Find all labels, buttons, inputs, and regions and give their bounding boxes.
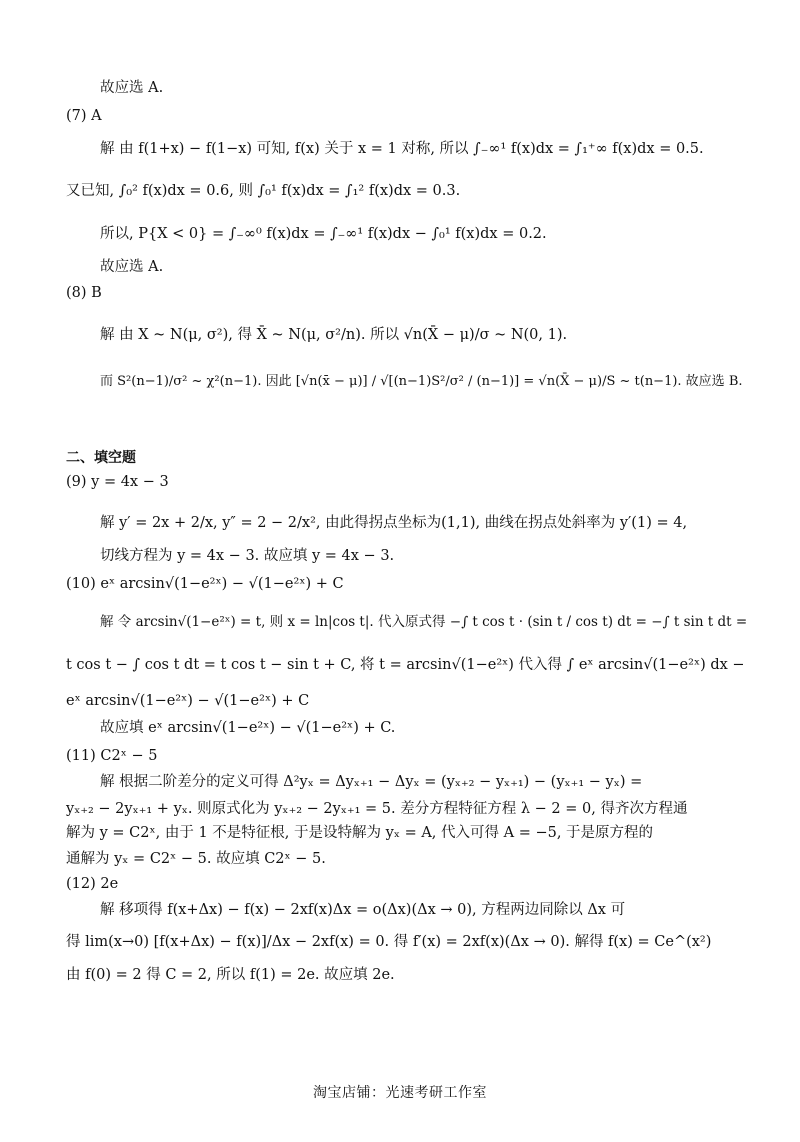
text-line: 解 由 X ~ N(μ, σ²), 得 X̄ ~ N(μ, σ²/n). 所以 √n(X̄ − μ)/σ ~ N(0, 1). [100, 327, 568, 343]
text-line: 得 lim(x→0) [f(x+Δx) − f(x)]/Δx − 2xf(x) = 0. 得 f′(x) = 2xf(x)(Δx → 0). 解得 f(x) = Ce^(x²) [66, 934, 712, 950]
answer-heading-7: (7) A [66, 108, 102, 124]
text-line: eˣ arcsin√(1−e²ˣ) − √(1−e²ˣ) + C [66, 693, 310, 709]
text-line: 解 移项得 f(x+Δx) − f(x) − 2xf(x)Δx = o(Δx)(Δx → 0), 方程两边同除以 Δx 可 [100, 902, 626, 918]
section-heading-fill-blank: 二、填空题 [66, 450, 136, 466]
text-line: 而 S²(n−1)/σ² ~ χ²(n−1). 因此 [√n(x̄ − μ)] / √[(n−1)S²/σ² / (n−1)] = √n(X̄ − μ)/S ~ t(n−1). 故应选 B. [100, 374, 743, 389]
answer-heading-10: (10) eˣ arcsin√(1−e²ˣ) − √(1−e²ˣ) + C [66, 576, 344, 592]
footer-shop-name: 淘宝店铺：光速考研工作室 [313, 1085, 487, 1101]
text-line: 通解为 yₓ = C2ˣ − 5. 故应填 C2ˣ − 5. [66, 851, 326, 867]
text-line: 故应选 A. [100, 80, 164, 96]
text-line: 所以, P{X < 0} = ∫₋∞⁰ f(x)dx = ∫₋∞¹ f(x)dx − ∫₀¹ f(x)dx = 0.2. [100, 226, 547, 242]
answer-heading-9: (9) y = 4x − 3 [66, 474, 169, 490]
text-line: 解 令 arcsin√(1−e²ˣ) = t, 则 x = ln|cos t|. 代入原式得 −∫ t cos t · (sin t / cos t) dt = −∫ t sin t dt = [100, 614, 748, 630]
text-line: t cos t − ∫ cos t dt = t cos t − sin t + C, 将 t = arcsin√(1−e²ˣ) 代入得 ∫ eˣ arcsin√(1−e²ˣ) dx − [66, 657, 745, 673]
answer-heading-11: (11) C2ˣ − 5 [66, 748, 158, 764]
answer-heading-8: (8) B [66, 285, 102, 301]
text-line: 解 由 f(1+x) − f(1−x) 可知, f(x) 关于 x = 1 对称, 所以 ∫₋∞¹ f(x)dx = ∫₁⁺∞ f(x)dx = 0.5. [100, 141, 704, 157]
text-line: 故应选 A. [100, 259, 164, 275]
answer-heading-12: (12) 2e [66, 876, 119, 892]
text-line: 切线方程为 y = 4x − 3. 故应填 y = 4x − 3. [100, 548, 395, 564]
text-line: 又已知, ∫₀² f(x)dx = 0.6, 则 ∫₀¹ f(x)dx = ∫₁² f(x)dx = 0.3. [66, 183, 461, 199]
text-line: 解为 y = C2ˣ, 由于 1 不是特征根, 于是设特解为 yₓ = A, 代入可得 A = −5, 于是原方程的 [66, 825, 654, 841]
text-line: yₓ₊₂ − 2yₓ₊₁ + yₓ. 则原式化为 yₓ₊₂ − 2yₓ₊₁ = 5. 差分方程特征方程 λ − 2 = 0, 得齐次方程通 [66, 801, 688, 817]
text-line: 由 f(0) = 2 得 C = 2, 所以 f(1) = 2e. 故应填 2e. [66, 967, 395, 983]
text-line: 解 根据二阶差分的定义可得 Δ²yₓ = Δyₓ₊₁ − Δyₓ = (yₓ₊₂ − yₓ₊₁) − (yₓ₊₁ − yₓ) = [100, 774, 643, 790]
text-line: 故应填 eˣ arcsin√(1−e²ˣ) − √(1−e²ˣ) + C. [100, 720, 396, 736]
text-line: 解 y′ = 2x + 2/x, y″ = 2 − 2/x², 由此得拐点坐标为(1,1), 曲线在拐点处斜率为 y′(1) = 4, [100, 515, 688, 531]
